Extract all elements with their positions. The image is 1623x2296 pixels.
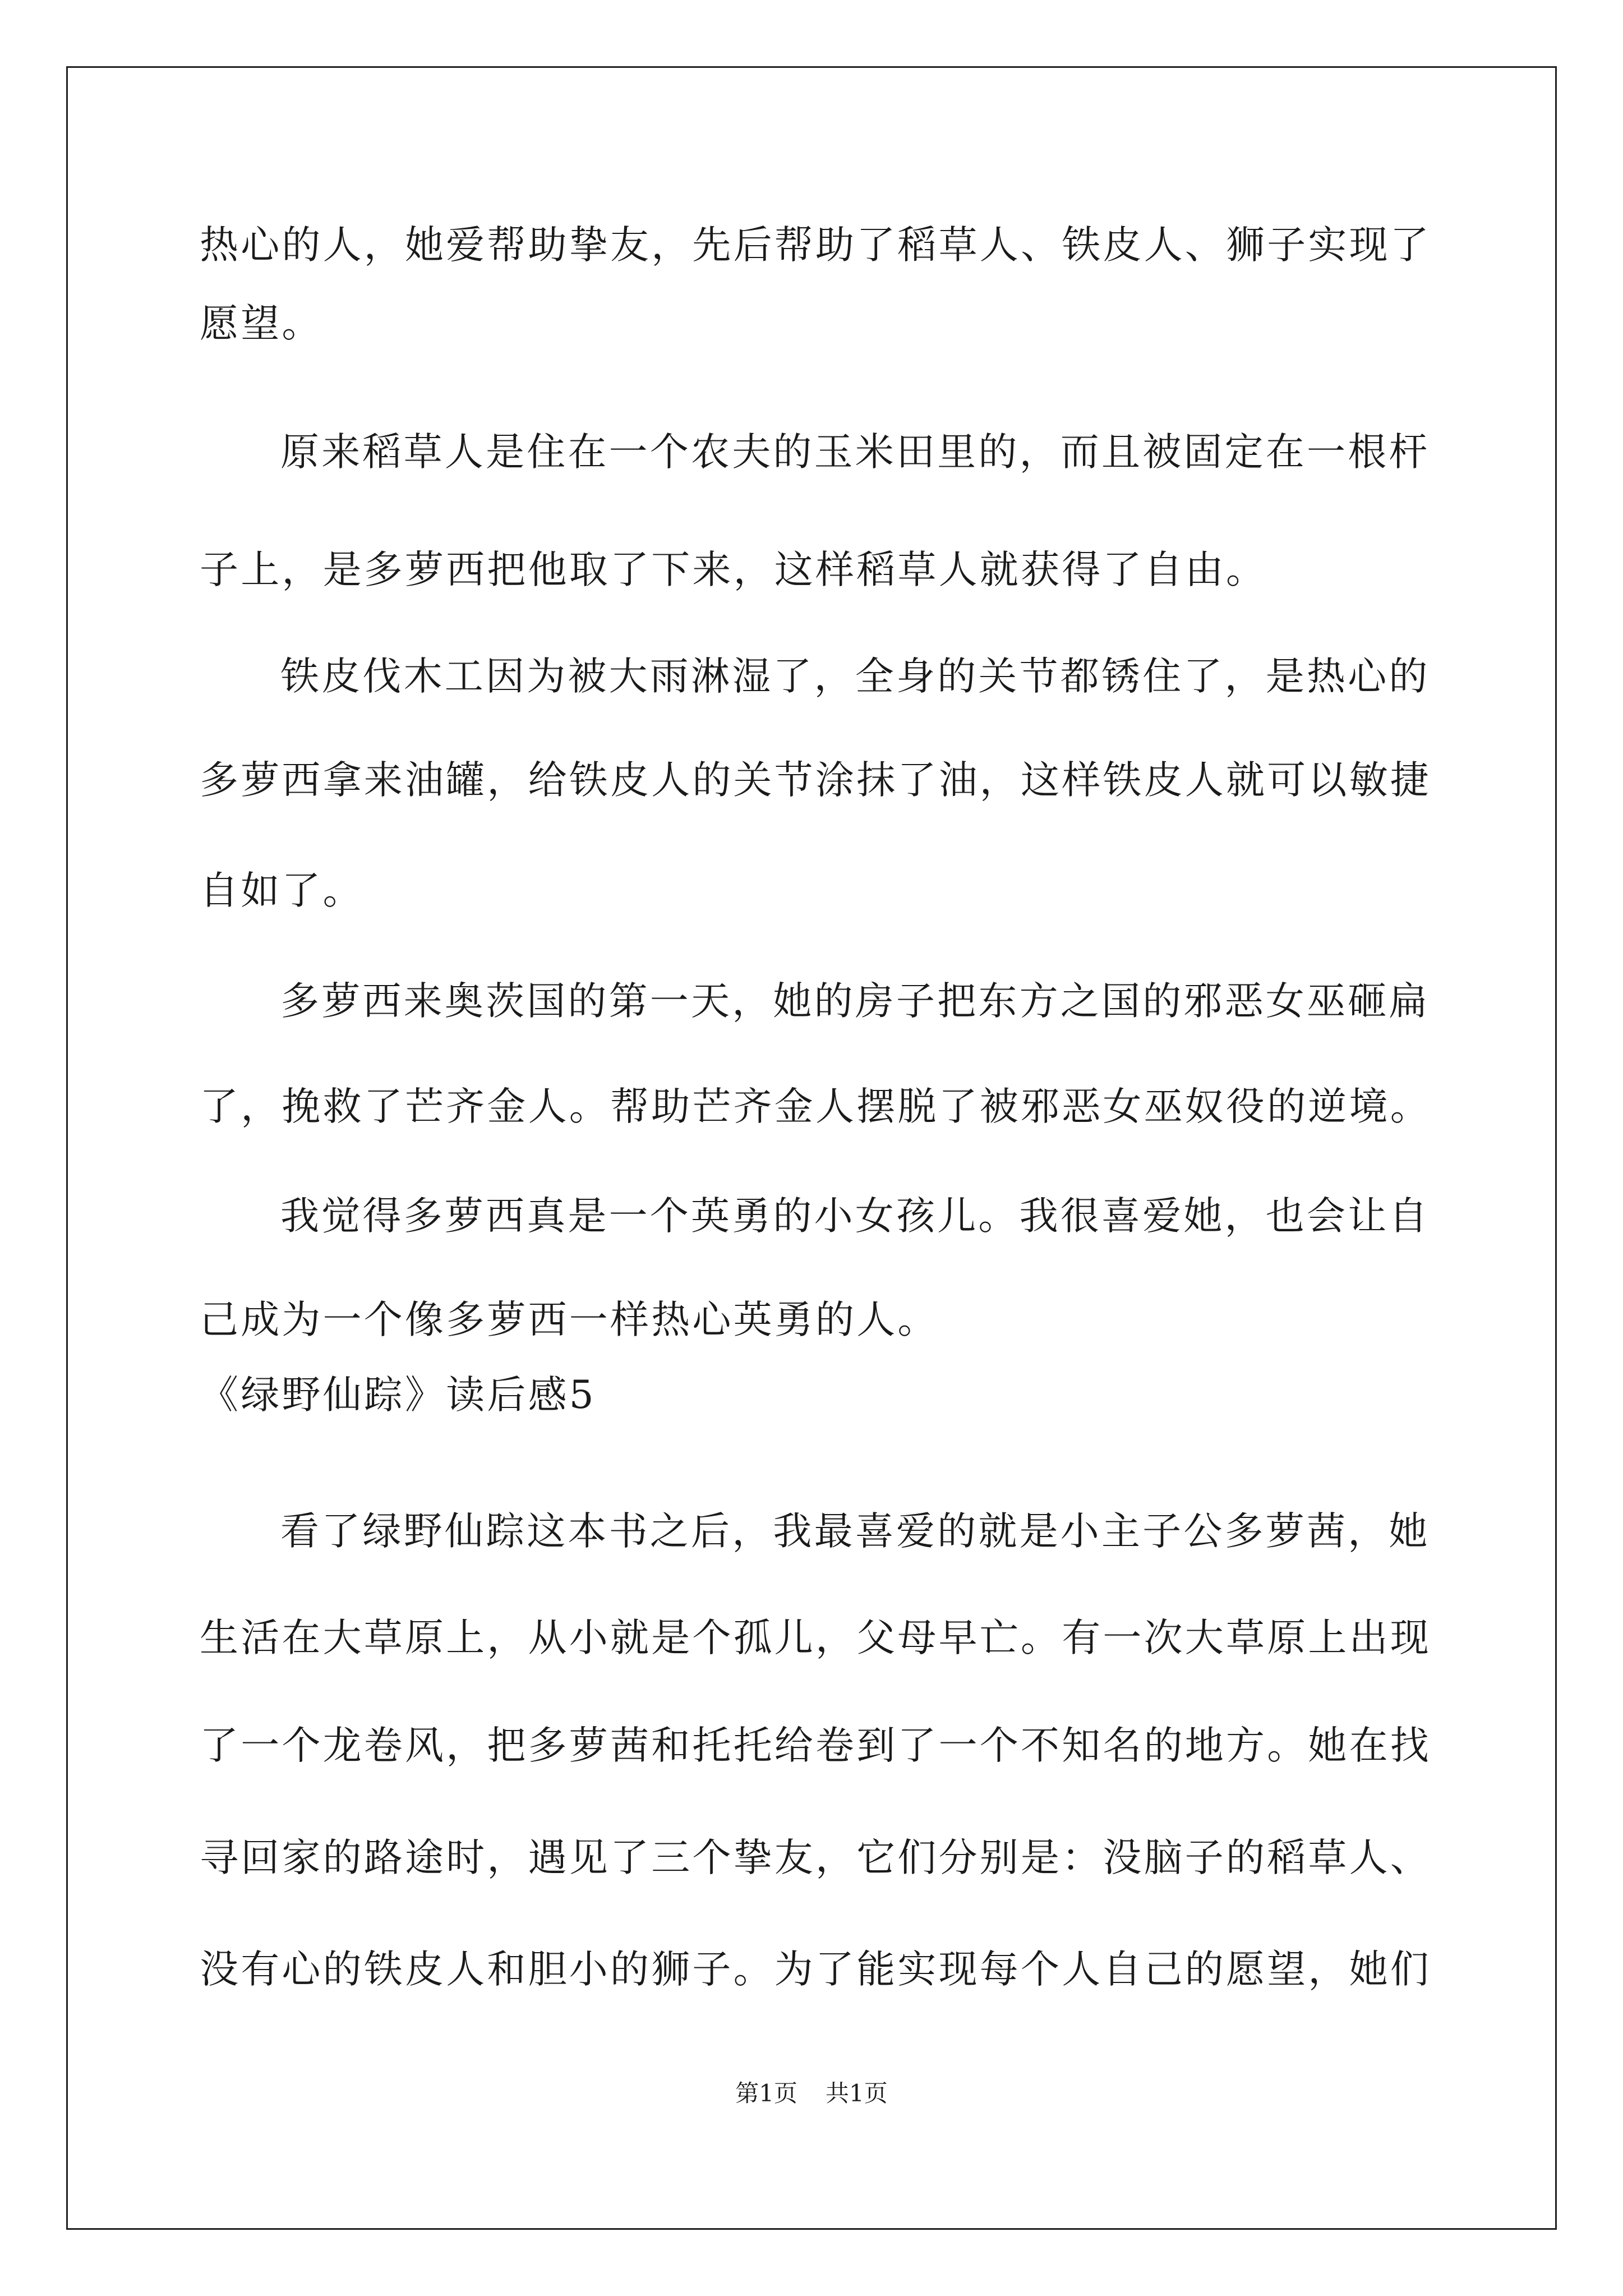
paragraph-line: 没有心的铁皮人和胆小的狮子。为了能实现每个人自己的愿望，她们: [200, 1947, 1431, 1992]
paragraph-line: 原来稻草人是住在一个农夫的玉米田里的，而且被固定在一根杆: [280, 430, 1430, 475]
paragraph-line: 子上，是多萝西把他取了下来，这样稻草人就获得了自由。: [200, 547, 1267, 592]
paragraph-line: 自如了。: [200, 868, 364, 913]
paragraph-line: 我觉得多萝西真是一个英勇的小女孩儿。我很喜爱她，也会让自: [280, 1194, 1430, 1239]
page-border: [66, 66, 1557, 2230]
paragraph-line: 铁皮伐木工因为被大雨淋湿了，全身的关节都锈住了，是热心的: [280, 654, 1430, 699]
section-heading: 《绿野仙踪》读后感5: [200, 1373, 596, 1418]
paragraph-line: 看了绿野仙踪这本书之后，我最喜爱的就是小主子公多萝茜，她: [280, 1509, 1430, 1554]
paragraph-line: 愿望。: [200, 301, 323, 346]
paragraph-line: 寻回家的路途时，遇见了三个挚友，它们分别是：没脑子的稻草人、: [200, 1835, 1431, 1880]
page-footer: [0, 2079, 1623, 2108]
paragraph-line: 己成为一个像多萝西一样热心英勇的人。: [200, 1297, 939, 1342]
paragraph-line: 热心的人，她爱帮助挚友，先后帮助了稻草人、铁皮人、狮子实现了: [200, 223, 1431, 268]
page-number-total: 共1页: [826, 2079, 888, 2107]
paragraph-line: 多萝西拿来油罐，给铁皮人的关节涂抹了油，这样铁皮人就可以敏捷: [200, 758, 1431, 803]
page-number-current: 第1页: [735, 2079, 797, 2107]
paragraph-line: 了一个龙卷风，把多萝茜和托托给卷到了一个不知名的地方。她在找: [200, 1723, 1431, 1768]
paragraph-line: 多萝西来奥茨国的第一天，她的房子把东方之国的邪恶女巫砸扁: [280, 979, 1430, 1024]
paragraph-line: 生活在大草原上，从小就是个孤儿，父母早亡。有一次大草原上出现: [200, 1616, 1431, 1660]
paragraph-line: 了，挽救了芒齐金人。帮助芒齐金人摆脱了被邪恶女巫奴役的逆境。: [200, 1084, 1431, 1129]
